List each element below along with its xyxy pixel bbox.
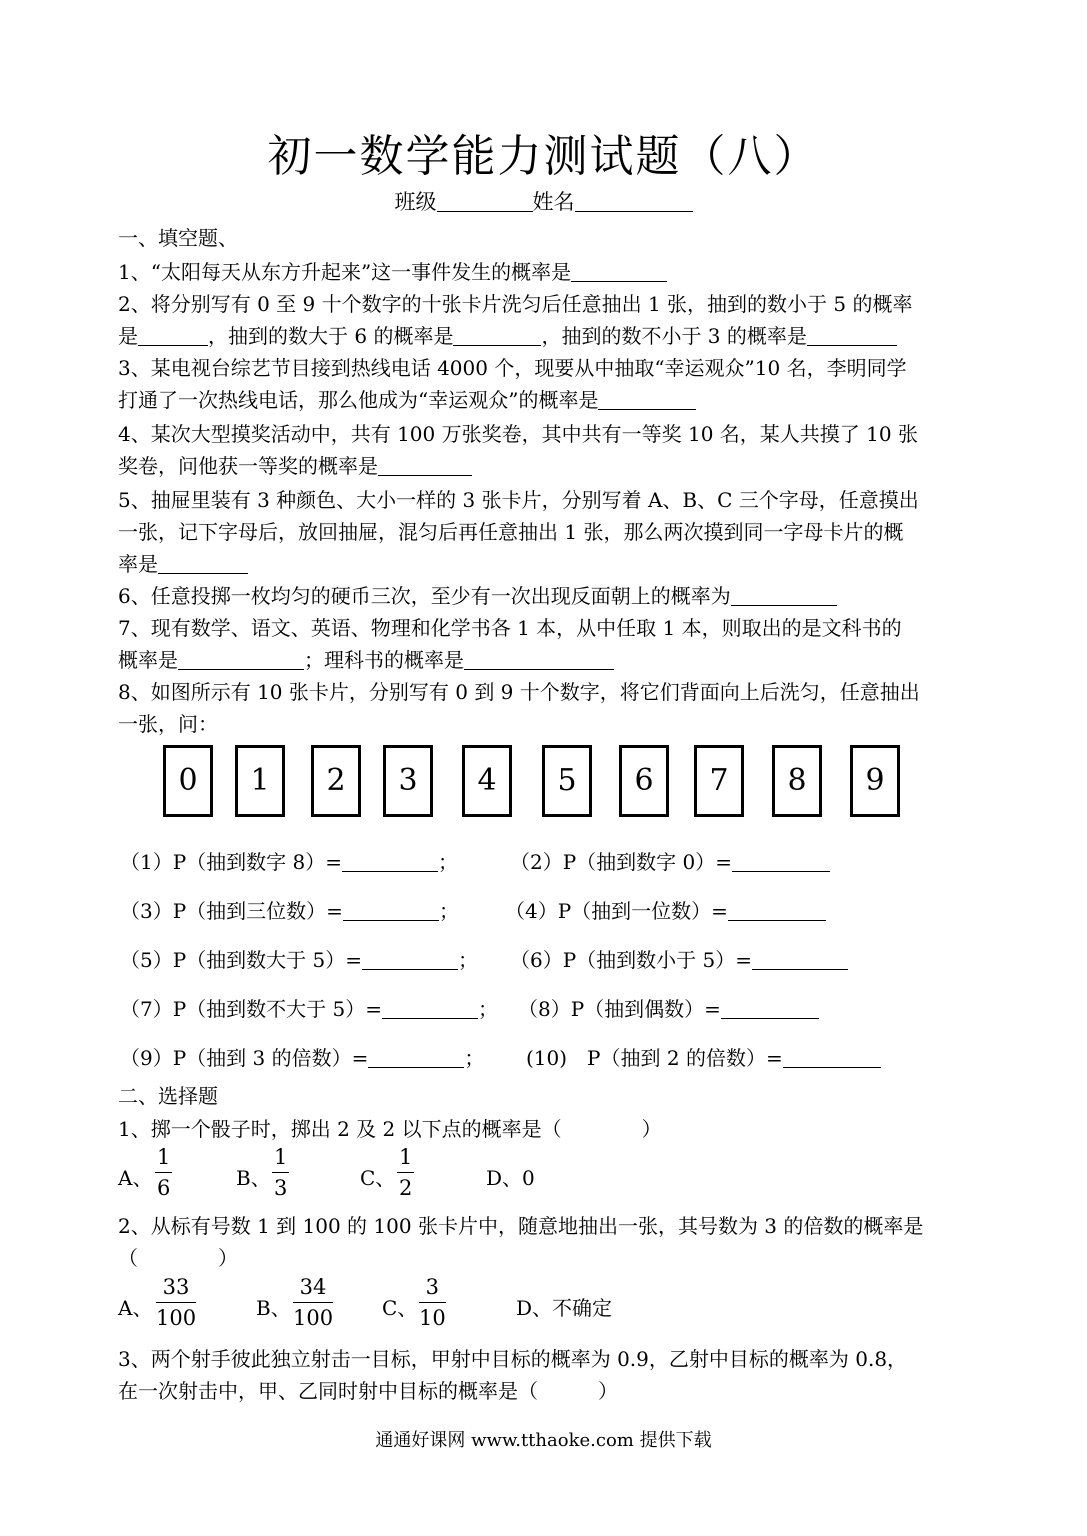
fraction: $\frac{1}{2}$	[399, 1145, 413, 1200]
answer-blank	[571, 261, 667, 282]
number-card: 0	[163, 745, 213, 817]
answer-blank	[731, 585, 837, 606]
choice-q2-option-c: C、	[382, 1296, 418, 1320]
fill-q7-line1: 7、现有数学、语文、英语、物理和化学书各 1 本，从中任取 1 本，则取出的是文科书的	[118, 616, 902, 640]
sub-question-3: （3）P（抽到三位数）= ；	[120, 899, 459, 923]
answer-blank	[464, 649, 614, 670]
footer-source: 通通好课网 www.tthaoke.com 提供下载	[375, 1430, 712, 1451]
sub-question-9: （9）P（抽到 3 的倍数）= ；	[120, 1046, 485, 1070]
sub-question-4: （4）P（抽到一位数）=	[505, 895, 826, 924]
number-card: 7	[694, 745, 744, 817]
section2-heading: 二、选择题	[118, 1084, 218, 1108]
answer-blank	[378, 455, 472, 476]
fill-q8-line1: 8、如图所示有 10 张卡片，分别写有 0 到 9 十个数字，将它们背面向上后洗匀，任意抽出	[118, 680, 920, 704]
answer-blank	[453, 325, 541, 346]
number-card: 9	[850, 745, 900, 817]
answer-blank	[158, 553, 248, 574]
number-card: 2	[311, 745, 361, 817]
name-blank	[575, 191, 693, 212]
answer-blank	[178, 649, 304, 670]
answer-blank	[752, 949, 848, 970]
fill-q2-line2: 是 ，抽到的数大于 6 的概率是 ，抽到的数不小于 3 的概率是	[118, 320, 897, 349]
choice-q1-option-b: B、	[236, 1166, 271, 1190]
fill-q5-line3: 率是	[118, 548, 248, 577]
sub-question-6: （6）P（抽到数小于 5）=	[510, 944, 848, 973]
answer-blank	[382, 998, 478, 1019]
fill-q1: 1、“太阳每天从东方升起来”这一事件发生的概率是	[118, 256, 667, 285]
choice-q2-option-a: A、	[118, 1296, 153, 1320]
fill-q6: 6、任意投掷一枚均匀的硬币三次，至少有一次出现反面朝上的概率为	[118, 580, 837, 609]
choice-q2-paren: （ ）	[118, 1246, 238, 1270]
choice-q3-line1: 3、两个射手彼此独立射击一目标，甲射中目标的概率为 0.9，乙射中目标的概率为 0.8，	[118, 1347, 908, 1371]
choice-q3-line2: 在一次射击中，甲、乙同时射中目标的概率是（ ）	[118, 1379, 618, 1403]
class-blank	[437, 191, 533, 212]
number-card: 4	[462, 745, 512, 817]
class-label: 班级	[394, 190, 437, 214]
fill-q5-line2: 一张，记下字母后，放回抽屉，混匀后再任意抽出 1 张，那么两次摸到同一字母卡片的概	[118, 520, 904, 544]
answer-blank	[721, 998, 819, 1019]
answer-blank	[362, 949, 458, 970]
name-label: 姓名	[532, 190, 575, 214]
fill-q2-line1: 2、将分别写有 0 至 9 十个数字的十张卡片洗匀后任意抽出 1 张，抽到的数小于 5 的概率	[118, 292, 913, 316]
answer-blank	[598, 389, 696, 410]
student-info-line	[0, 186, 1087, 216]
answer-blank	[138, 325, 208, 346]
fraction: $\frac{34}{100}$	[293, 1275, 334, 1330]
choice-q2-option-d: D、不确定	[516, 1296, 613, 1320]
section1-heading: 一、填空题、	[118, 226, 238, 250]
sub-question-8: （8）P（抽到偶数）=	[518, 993, 819, 1022]
answer-blank	[807, 325, 897, 346]
fill-q4-line2: 奖卷，问他获一等奖的概率是	[118, 450, 472, 479]
choice-q1-text: 1、掷一个骰子时，掷出 2 及 2 以下点的概率是（ ）	[118, 1117, 662, 1141]
fill-q5-line1: 5、抽屉里装有 3 种颜色、大小一样的 3 张卡片，分别写着 A、B、C 三个字母，任意摸出	[118, 488, 919, 512]
answer-blank	[342, 851, 438, 872]
answer-blank	[728, 900, 826, 921]
fill-q7-line2: 概率是 ；理科书的概率是	[118, 644, 614, 673]
sub-question-5: （5）P（抽到数大于 5）= ；	[120, 948, 479, 972]
choice-q2-text: 2、从标有号数 1 到 100 的 100 张卡片中，随意地抽出一张，其号数为 3 的倍数的概率是	[118, 1214, 924, 1238]
answer-blank	[732, 851, 830, 872]
fill-q3-line2: 打通了一次热线电话，那么他成为“幸运观众”的概率是	[118, 384, 696, 413]
number-card: 1	[235, 745, 285, 817]
choice-q1-option-a: A、	[118, 1166, 153, 1190]
answer-blank	[343, 900, 439, 921]
sub-question-7: （7）P（抽到数不大于 5）= ；	[120, 997, 499, 1021]
page-title: 初一数学能力测试题（八）	[267, 131, 820, 182]
choice-q1-option-d: D、0	[486, 1166, 535, 1190]
fill-q3-line1: 3、某电视台综艺节目接到热线电话 4000 个，现要从中抽取“幸运观众”10 名，李明同学	[118, 356, 907, 380]
fraction: $\frac{33}{100}$	[156, 1275, 197, 1330]
number-card: 5	[542, 745, 592, 817]
fraction: $\frac{1}{3}$	[274, 1145, 288, 1200]
choice-q2-option-b: B、	[256, 1296, 291, 1320]
fraction: $\frac{1}{6}$	[157, 1145, 171, 1200]
fill-q4-line1: 4、某次大型摸奖活动中，共有 100 万张奖卷，其中共有一等奖 10 名，某人共摸了 10 张	[118, 422, 918, 446]
sub-question-2: （2）P（抽到数字 0）=	[510, 846, 830, 875]
number-card: 3	[383, 745, 433, 817]
answer-blank	[783, 1047, 881, 1068]
number-card: 8	[772, 745, 822, 817]
number-card: 6	[619, 745, 669, 817]
answer-blank	[368, 1047, 464, 1068]
sub-question-1: （1）P（抽到数字 8）= ；	[120, 850, 459, 874]
choice-q1-option-c: C、	[360, 1166, 396, 1190]
fill-q8-line2: 一张，问：	[118, 712, 218, 736]
fraction: $\frac{3}{10}$	[419, 1275, 446, 1330]
sub-question-10: (10) P（抽到 2 的倍数）=	[526, 1042, 881, 1071]
